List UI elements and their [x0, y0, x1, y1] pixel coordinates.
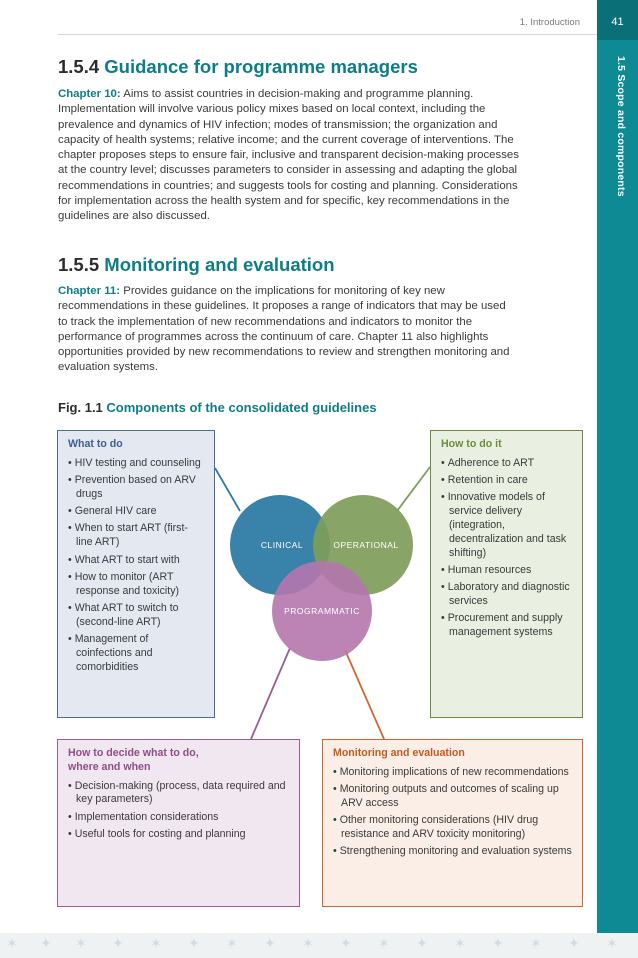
list-item: • Useful tools for costing and planning: [68, 828, 289, 842]
figure-label: Fig. 1.1: [58, 400, 103, 415]
list-item: • Innovative models of service delivery (integration, decentralization and task shifting): [441, 491, 572, 560]
body-line: Provides guidance on the implications for monitoring of key new: [123, 285, 445, 297]
star-icon: ✶: [530, 935, 542, 951]
list-item: • When to start ART (first-line ART): [68, 522, 204, 550]
box-title: Monitoring and evaluation: [333, 747, 465, 759]
star-icon: ✦: [40, 935, 52, 951]
body-line: guidelines are also discussed.: [58, 210, 210, 223]
list-item: • Adherence to ART: [441, 457, 572, 471]
section-title: Guidance for programme managers: [104, 56, 418, 77]
connector-line-monitoring: [345, 650, 384, 739]
body-line: at the country level; discusses parameters to consider in assessing and adapting the global: [58, 164, 518, 177]
box-title: How to do it: [441, 438, 502, 450]
body-line: recommendations in countries; and suggests tools for costing and planning. Considerations: [58, 179, 518, 192]
running-head: 1. Introduction: [519, 17, 580, 28]
body-line: to track the implementation of new recommendations and indicators to monitor the: [58, 315, 473, 328]
section-number: 1.5.5: [58, 254, 100, 275]
body-line: for implementation across the health system and for specific, key recommendations in the: [58, 195, 510, 208]
list-item: • What ART to start with: [68, 554, 204, 568]
body-line: recommendations in these guidelines. It proposes a range of indicators that may be used: [58, 300, 506, 313]
list-item: • Human resources: [441, 564, 572, 578]
list-item: • Prevention based on ARV drugs: [68, 474, 204, 502]
list-item: • HIV testing and counseling: [68, 457, 204, 471]
star-icon: ✶: [302, 935, 314, 951]
section-side-label: 1.5 Scope and components: [615, 56, 627, 197]
body-line: Implementation will involve various policy mixes based on local context, including the: [58, 103, 486, 116]
section-number: 1.5.4: [58, 56, 100, 77]
chapter-label: Chapter 10:: [58, 88, 121, 100]
star-icon: ✶: [226, 935, 238, 951]
body-line: opportunities provided by new recommendations to review and strengthen monitoring and: [58, 346, 510, 359]
list-item: • Management of coinfections and comorbidities: [68, 633, 204, 674]
list-item: • Implementation considerations: [68, 811, 289, 825]
star-icon: ✦: [112, 935, 124, 951]
programmatic-label: PROGRAMMATIC: [284, 606, 360, 616]
star-icon: ✶: [150, 935, 162, 951]
how-to-decide-list: [68, 780, 289, 842]
star-icon: ✦: [188, 935, 200, 951]
connector-line-how: [397, 467, 430, 511]
list-item: • Monitoring outputs and outcomes of scaling up ARV access: [333, 783, 572, 811]
star-icon: ✶: [6, 935, 18, 951]
how-to-do-it-box: [430, 430, 583, 718]
body-line: evaluation systems.: [58, 361, 159, 374]
decorative-star-band: [0, 933, 638, 958]
monitoring-list: [333, 766, 572, 859]
body-line: capacity of health systems; relative income; and the current coverage of interventions. The: [58, 133, 514, 146]
body-line: prevalence and dynamics of HIV infection; modes of transmission; the organization and: [58, 118, 498, 131]
box-title-line: How to decide what to do,: [68, 747, 199, 759]
what-to-do-list: [68, 457, 204, 675]
body-line: Aims to assist countries in decision-making and programme planning.: [123, 88, 474, 100]
star-icon: ✶: [454, 935, 466, 951]
list-item: • What ART to switch to (second-line ART): [68, 602, 204, 630]
operational-label: OPERATIONAL: [333, 540, 399, 550]
body-line: chapter proposes steps to ensure fair, inclusive and transparent decision-making processes: [58, 149, 519, 162]
star-icon: ✦: [340, 935, 352, 951]
star-icon: ✶: [378, 935, 390, 951]
box-title: What to do: [68, 438, 123, 450]
list-item: • Strengthening monitoring and evaluation systems: [333, 845, 572, 859]
star-icon: ✶: [75, 935, 87, 951]
star-icon: ✦: [416, 935, 428, 951]
clinical-label: CLINICAL: [260, 540, 304, 550]
connector-line-decide: [251, 648, 290, 739]
list-item: • Decision-making (process, data required and key parameters): [68, 780, 289, 808]
list-item: • Other monitoring considerations (HIV drug resistance and ARV toxicity monitoring): [333, 814, 572, 842]
star-icon: ✦: [492, 935, 504, 951]
box-title: [68, 747, 289, 775]
how-to-decide-box: [57, 739, 300, 907]
star-icon: ✦: [264, 935, 276, 951]
monitoring-evaluation-box: [322, 739, 583, 907]
box-title-line: where and when: [68, 760, 151, 773]
connector-line-what: [215, 468, 240, 511]
star-icon: ✶: [606, 935, 618, 951]
figure-title: Components of the consolidated guidelines: [106, 400, 377, 415]
list-item: • General HIV care: [68, 505, 204, 519]
star-icon: ✦: [568, 935, 580, 951]
section-title: Monitoring and evaluation: [104, 254, 335, 275]
what-to-do-box: [57, 430, 215, 718]
list-item: • Laboratory and diagnostic services: [441, 581, 572, 609]
chapter-label: Chapter 11:: [58, 285, 121, 297]
list-item: • Procurement and supply management systems: [441, 612, 572, 640]
page-number: 41: [597, 0, 638, 40]
body-line: performance of programmes across the continuum of care. Chapter 11 also highlights: [58, 330, 489, 343]
list-item: • How to monitor (ART response and toxicity): [68, 571, 204, 599]
list-item: • Monitoring implications of new recommendations: [333, 766, 572, 780]
list-item: • Retention in care: [441, 474, 572, 488]
how-to-do-it-list: [441, 457, 572, 640]
